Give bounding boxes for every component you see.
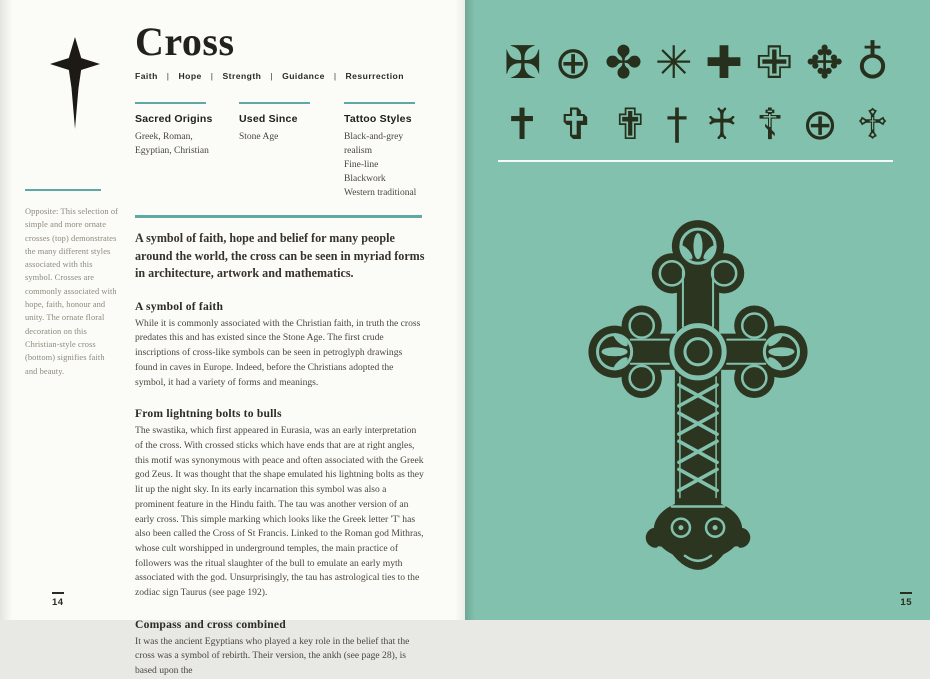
tagline-separator: | [166,71,170,81]
ornate-cross-illustration [572,206,824,598]
right-page [465,0,930,620]
cross-fleury-icon: ✥ [805,36,844,89]
section-rule [135,215,422,218]
tagline-keyword: Guidance [282,71,325,81]
info-column-value: Black-and-grey realism [344,132,404,156]
page-number-value: 14 [52,597,64,608]
sidebar-caption: Opposite: This selection of simple and more ornate crosses (top) demonstrates the many different styles associated with this symbol. Crosses are commonly associated with hope, faith, honour and unity. The ornate floral decoration on this Christian-style cross (bottom) signifies faith and beauty. [25,207,119,376]
heavy-greek-cross-icon: ✚ [705,36,743,89]
ring-centre-cross-icon: ☦ [756,100,784,150]
celtic-high-cross-icon: ♱ [856,100,889,150]
info-column-value: Blackwork [344,174,386,184]
divider-line [498,160,893,162]
tagline-keyword: Resurrection [345,71,404,81]
tagline-separator: | [210,71,214,81]
tagline-keyword: Faith [135,71,158,81]
star-cross-icon: ✳ [654,36,693,89]
intro-paragraph: A symbol of faith, hope and belief for many people around the world, the cross can be seen in myriad forms in architecture, artwork and mathematics. [135,231,425,281]
cross-bottony-icon: ✤ [604,36,643,89]
info-column-heading: Sacred Origins [135,113,213,125]
tagline-separator: | [270,71,274,81]
column-rule [135,102,206,104]
info-column-value: Greek, Roman, [135,132,193,142]
section-heading: Compass and cross combined [135,617,286,631]
info-column [135,102,239,200]
celtic-cross-icon: ⊕ [801,100,839,150]
info-column-value: Fine-line [344,160,379,170]
globus-cruciger-icon: ♁ [855,36,889,89]
left-page [0,0,465,677]
page-number-dash [900,592,912,595]
tagline-keyword: Hope [178,71,202,81]
dagger-cross-icon: † [666,100,688,150]
tagline-separator: | [333,71,337,81]
tagline-keyword: Strength [222,71,262,81]
info-column-value: Egyptian, Christian [135,146,209,156]
article-column [135,0,425,679]
info-column-value: Stone Age [239,132,279,142]
info-column-heading: Tattoo Styles [344,113,412,125]
section-body: It was the ancient Egyptians who played a key role in the belief that the cross was a symbol of rebirth. Their version, the ankh (see page 28), is based upon the [135,635,410,677]
cross-row-1 [504,34,889,92]
capped-greek-cross-icon: ✙ [755,36,794,89]
section-heading: A symbol of faith [135,299,224,313]
article-sections [135,300,425,679]
info-column [344,102,425,200]
page-number-left [52,592,64,609]
page-number-right [900,592,912,609]
page-number-value: 15 [900,597,912,608]
ringed-cross-icon: ⊕ [554,36,592,89]
keyword-tagline [135,71,425,81]
info-columns [135,102,425,200]
section-heading: From lightning bolts to bulls [135,407,282,421]
budded-latin-cross-icon: ✟ [612,100,649,150]
page-title: Cross [135,19,235,64]
info-column [239,102,344,200]
column-rule [239,102,310,104]
cross-formee-diamond-icon: ✠ [504,36,542,89]
latin-cross-flared-icon: ✝ [504,100,541,150]
gothic-cross-icon [46,34,104,132]
section-body: While it is commonly associated with the Christian faith, in truth the cross predates this and has existed since the Stone Age. The first crude inscriptions of cross-like symbols can be seen in petroglyph drawings found in caves in Europe. Indeed, before the Christians adopted the symbol, it had a variety of forms and meanings. [135,317,421,388]
info-column-heading: Used Since [239,113,298,125]
section-body: The swastika, which first appeared in Eurasia, was an early interpretation of the cross. With crossed sticks which have ends that are at right angles, this motif was synonymous with peace and often associated with the Greek god Zeus. It was thought that the shape emulated his lightning bolts as they lit up the night sky. In its early incarnation this symbol was also a prominent feature in the Hindu faith. The tau was another version of an early cross. This simple marking which looks like the Greek letter 'T' has also been called the Cross of St Francis. Linked to the Roman god Mithras, whose cult worshipped in underground temples, the main practice of followers was the ritual slaughter of the bull to emulate an early myth associated with the god. Unsurprisingly, the tau has astrological ties to the zodiac sign Taurus (see page 192). [135,425,424,599]
west-syriac-cross-icon: ♰ [705,100,738,150]
cross-row-2 [504,96,889,154]
sidebar-rule [25,189,101,191]
radiant-cross-icon: ✞ [558,100,595,150]
page-number-dash [52,592,64,595]
info-column-value: Western traditional [344,188,417,198]
column-rule [344,102,415,104]
